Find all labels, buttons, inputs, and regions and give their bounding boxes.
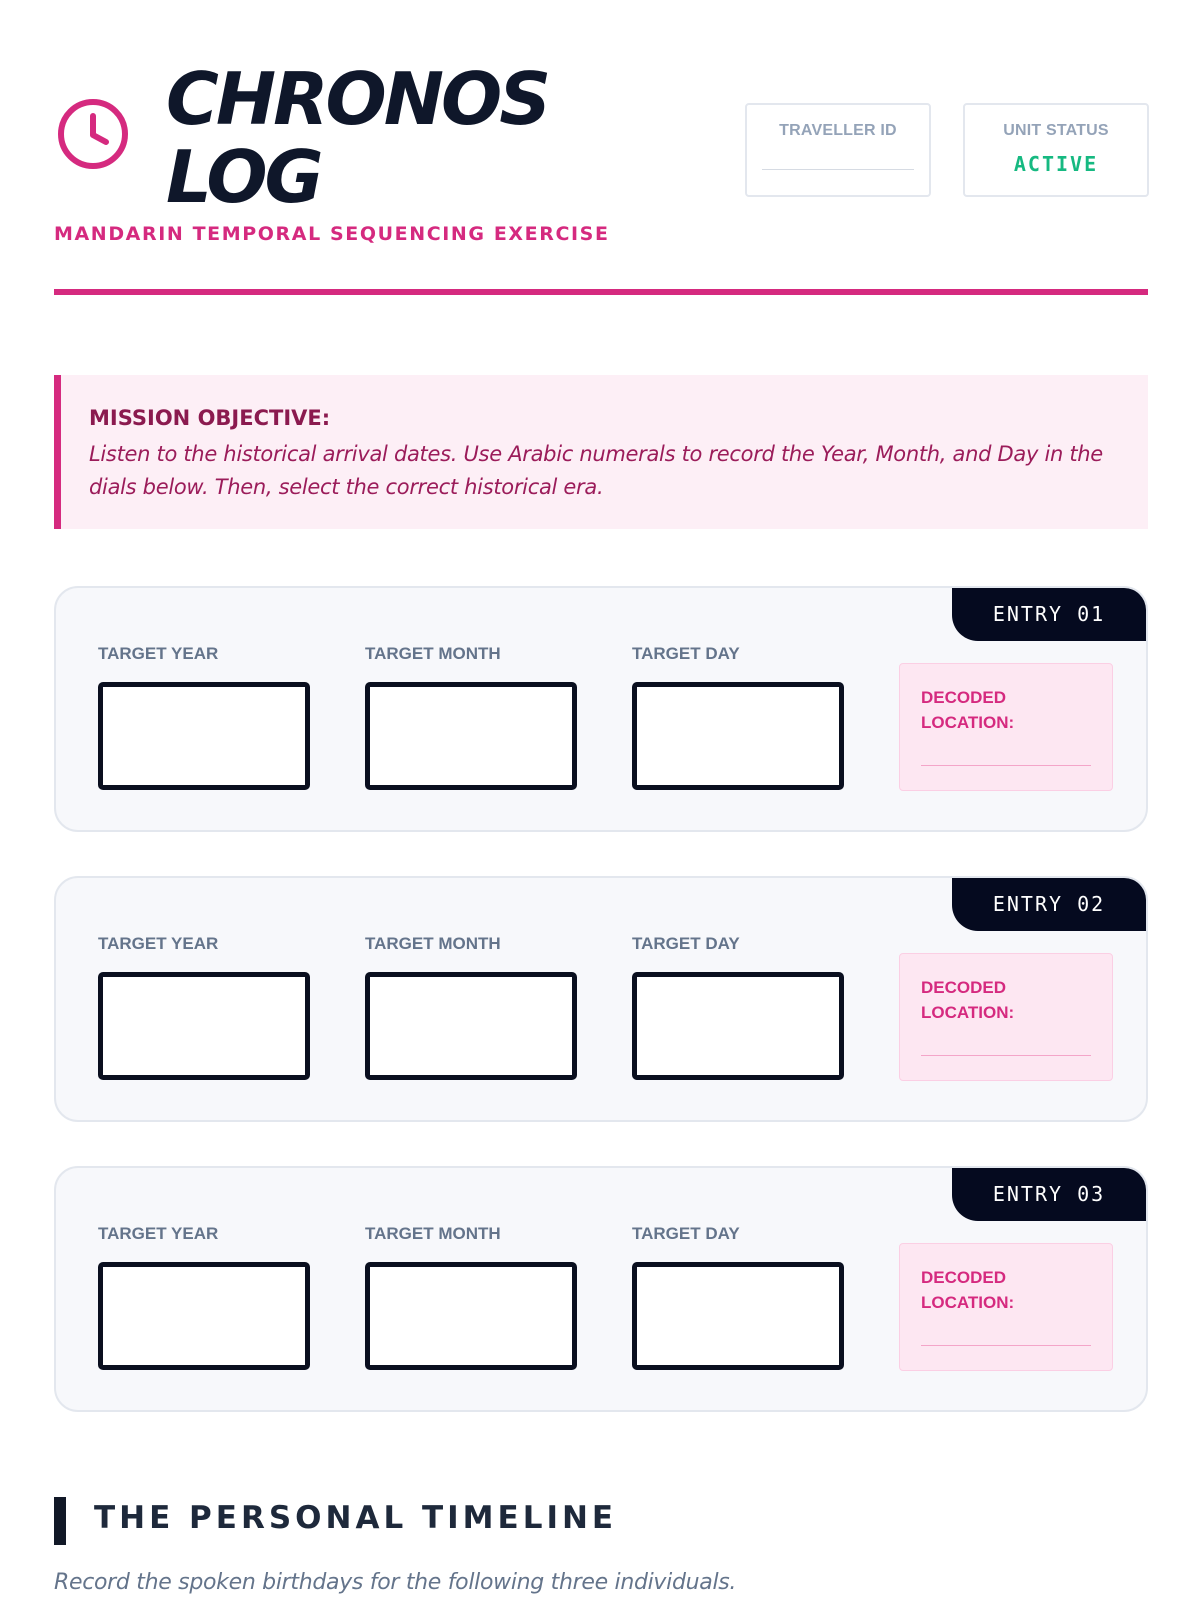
mission-body: Listen to the historical arrival dates. Use Arabic numerals to record the Year, Month, and Day in the dials below. Then, select the correct historical era. — [89, 442, 1103, 499]
unit-status-label: UNIT STATUS — [1003, 122, 1109, 139]
target-day-label: TARGET DAY — [632, 644, 740, 663]
decoded-location-label: DECODED LOCATION: — [921, 688, 1015, 732]
target-day-input[interactable] — [632, 682, 844, 790]
target-year-label: TARGET YEAR — [98, 1224, 219, 1243]
clock-icon — [56, 97, 130, 171]
target-month-input[interactable] — [365, 972, 577, 1080]
entry-card — [54, 586, 1148, 832]
header-divider — [54, 289, 1148, 295]
decoded-location-underline — [921, 765, 1091, 766]
target-month-label: TARGET MONTH — [365, 934, 501, 953]
entry-tag: ENTRY 01 — [952, 588, 1146, 641]
mission-heading: MISSION OBJECTIVE: — [89, 406, 331, 430]
target-year-input[interactable] — [98, 1262, 310, 1370]
target-day-input[interactable] — [632, 972, 844, 1080]
entry-card — [54, 876, 1148, 1122]
decoded-location-underline — [921, 1345, 1091, 1346]
page-title: CHRONOS LOG — [166, 57, 549, 219]
decoded-location-label: DECODED LOCATION: — [921, 1268, 1015, 1312]
entry-tag: ENTRY 03 — [952, 1168, 1146, 1221]
target-year-input[interactable] — [98, 682, 310, 790]
target-month-label: TARGET MONTH — [365, 644, 501, 663]
mission-objective — [54, 375, 1148, 529]
target-month-label: TARGET MONTH — [365, 1224, 501, 1243]
unit-status-box — [963, 103, 1149, 197]
section-instructions: Record the spoken birthdays for the following three individuals. — [54, 1570, 737, 1595]
decoded-location-box[interactable] — [899, 953, 1113, 1081]
page-subtitle: MANDARIN TEMPORAL SEQUENCING EXERCISE — [54, 223, 610, 245]
traveller-id-label: TRAVELLER ID — [779, 122, 897, 139]
target-year-input[interactable] — [98, 972, 310, 1080]
target-year-label: TARGET YEAR — [98, 644, 219, 663]
target-month-input[interactable] — [365, 682, 577, 790]
header — [54, 57, 1148, 250]
traveller-id-box[interactable] — [745, 103, 931, 197]
unit-status-value: ACTIVE — [1013, 152, 1099, 176]
decoded-location-box[interactable] — [899, 1243, 1113, 1371]
decoded-location-box[interactable] — [899, 663, 1113, 791]
decoded-location-label: DECODED LOCATION: — [921, 978, 1015, 1022]
target-day-label: TARGET DAY — [632, 1224, 740, 1243]
decoded-location-underline — [921, 1055, 1091, 1056]
entry-card — [54, 1166, 1148, 1412]
target-year-label: TARGET YEAR — [98, 934, 219, 953]
section-title: THE PERSONAL TIMELINE — [94, 1500, 618, 1536]
worksheet-page — [54, 0, 1148, 1600]
target-day-label: TARGET DAY — [632, 934, 740, 953]
traveller-id-underline — [762, 169, 914, 170]
entry-tag: ENTRY 02 — [952, 878, 1146, 931]
target-day-input[interactable] — [632, 1262, 844, 1370]
target-month-input[interactable] — [365, 1262, 577, 1370]
section-accent-bar — [54, 1497, 66, 1545]
